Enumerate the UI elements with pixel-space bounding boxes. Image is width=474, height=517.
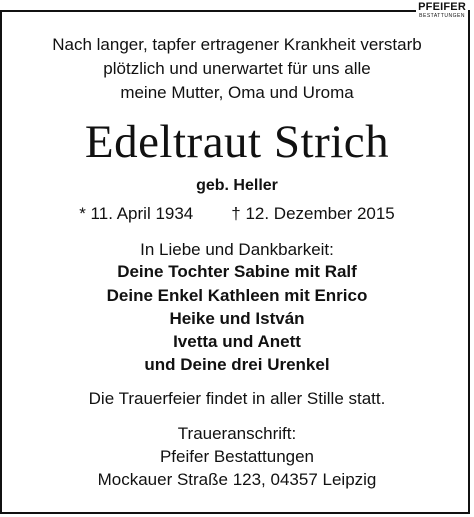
mourner-line-4: Ivetta und Anett xyxy=(173,332,301,351)
funeral-note: Die Trauerfeier findet in aller Stille statt. xyxy=(88,389,386,408)
death-date: † 12. Dezember 2015 xyxy=(231,204,395,223)
life-dates xyxy=(0,204,474,224)
address-label: Traueranschrift: xyxy=(177,424,297,443)
intro-line-1: Nach langer, tapfer ertragener Krankheit verstarb xyxy=(52,35,422,54)
mourner-line-1: Deine Tochter Sabine mit Ralf xyxy=(117,262,357,281)
logo-subtitle: BESTATTUNGEN xyxy=(419,13,465,19)
mourner-line-2: Deine Enkel Kathleen mit Enrico xyxy=(106,286,368,305)
mourner-line-5: und Deine drei Urenkel xyxy=(144,355,330,374)
birth-date: * 11. April 1934 xyxy=(79,204,194,223)
maiden-name: geb. Heller xyxy=(196,177,278,194)
address-street: Mockauer Straße 123, 04357 Leipzig xyxy=(97,470,377,489)
intro-line-2: plötzlich und unerwartet für uns alle xyxy=(103,59,371,78)
deceased-name: Edeltraut Strich xyxy=(84,116,390,168)
mourner-line-3: Heike und István xyxy=(169,309,305,328)
funeral-home-logo xyxy=(416,2,468,19)
mourners-intro: In Liebe und Dankbarkeit: xyxy=(140,240,334,259)
logo-name: PFEIFER xyxy=(418,1,466,13)
intro-line-3: meine Mutter, Oma und Uroma xyxy=(120,83,354,102)
address-company: Pfeifer Bestattungen xyxy=(159,447,315,466)
